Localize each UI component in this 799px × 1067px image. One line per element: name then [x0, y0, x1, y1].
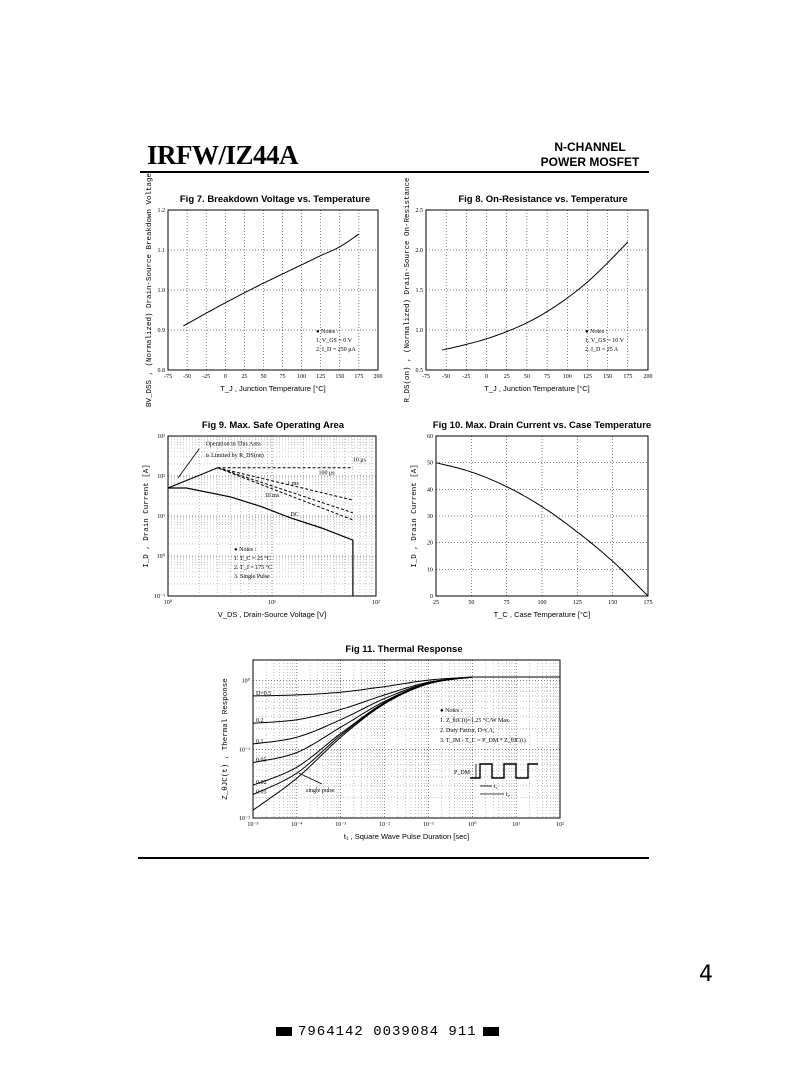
fig10-x-tick-label: 75 [503, 600, 510, 606]
fig7-y-tick-label: 1.1 [157, 248, 165, 254]
fig8-note-line: 1. V_GS = 10 V [585, 338, 625, 344]
fig7-y-axis-label: BV_DSS , (Normalized) Drain-Source Breakdown Voltage [146, 172, 154, 408]
fig11-x-tick-label: 10⁻¹ [422, 822, 434, 828]
fig8-x-tick-label: -25 [462, 374, 471, 380]
fig10-x-tick-label: 100 [537, 600, 547, 606]
fig11-curve-label: 0.2 [256, 718, 264, 725]
fig7-y-tick-label: 0.9 [157, 328, 165, 334]
fig9-y-tick-label: 10¹ [157, 514, 165, 520]
fig11-curve-label-single: single pulse [306, 788, 335, 794]
fig9-x-tick-label: 10¹ [268, 600, 276, 606]
fig7-x-tick-label: 100 [297, 374, 307, 380]
fig7-y-tick-label: 1.2 [157, 208, 165, 214]
fig8-x-axis-label: T_J , Junction Temperature [°C] [484, 384, 590, 393]
fig11-curve-label: 0.05 [256, 757, 267, 764]
fig7-y-tick-label: 1.0 [157, 288, 165, 294]
fig11-note-line: 2. Duty Factor, D=t₁/t₂ [440, 728, 495, 734]
fig11-x-tick-label: 10⁻² [379, 822, 391, 828]
fig9-x-tick-label: 10⁰ [163, 600, 173, 606]
fig11-note-line: ● Notes : [440, 708, 463, 714]
device-type-line2: POWER MOSFET [540, 155, 640, 169]
fig9-note-line: 3. Single Pulse [234, 574, 270, 580]
fig8-note-line: ● Notes : [585, 329, 608, 335]
fig9-x-axis-label: V_DS , Drain-Source Voltage [V] [217, 610, 327, 619]
fig11-y-tick-label: 10⁻¹ [239, 747, 250, 754]
fig10-y-tick-label: 10 [427, 567, 433, 574]
fig7-x-tick-label: 50 [260, 374, 267, 380]
fig11-t2-label: t₂ [506, 792, 510, 798]
fig11-x-axis-label: t₁ , Square Wave Pulse Duration [sec] [343, 832, 470, 841]
fig7-x-tick-label: -25 [202, 374, 211, 380]
fig8-x-tick-label: 25 [503, 374, 510, 380]
fig8-x-tick-label: 125 [582, 374, 592, 380]
fig9-label-100us: 100 μs [318, 470, 335, 477]
fig7-note-line: 2. I_D = 250 μA [316, 347, 356, 353]
fig11-chart [222, 644, 564, 841]
fig8-x-tick-label: -75 [422, 374, 430, 380]
fig8-x-tick-label: 50 [523, 374, 530, 380]
fig11-note-line: 3. T_JM - T_C = P_DM * Z_θJC(t) [440, 738, 526, 744]
fig11-x-tick-label: 10⁻⁵ [247, 822, 259, 828]
fig9-y-tick-label: 10³ [157, 434, 165, 440]
fig11-curve-label: 0.01 [256, 789, 267, 796]
fig9-label-dc: DC [290, 512, 299, 518]
fig10-y-tick-label: 60 [427, 434, 433, 440]
fig8-x-tick-label: 200 [643, 374, 653, 380]
fig9-label-10ms: 10 ms [264, 492, 280, 499]
fig11-y-axis-label: Z_θJC(t) , Thermal Response [222, 678, 230, 800]
fig8-x-tick-label: -50 [442, 374, 451, 380]
fig9-note-line: ● Notes : [234, 547, 257, 553]
fig10-x-tick-label: 25 [433, 600, 439, 606]
fig7-x-tick-label: 25 [241, 374, 248, 380]
fig11-curve-label: D=0.5 [256, 690, 272, 697]
fig7-x-tick-label: 150 [335, 374, 345, 380]
fig10-x-tick-label: 125 [572, 600, 582, 606]
fig8-y-tick-label: 0.5 [415, 368, 423, 374]
fig7-x-tick-label: 0 [223, 374, 227, 380]
fig10-y-tick-label: 20 [427, 540, 433, 547]
fig10-y-tick-label: 50 [427, 460, 433, 467]
fig11-y-tick-label: 10⁰ [241, 678, 250, 685]
fig10-chart [411, 420, 653, 619]
fig10-y-tick-label: 0 [430, 594, 433, 600]
fig8-y-tick-label: 2.5 [415, 208, 423, 214]
black-block-left [276, 1027, 292, 1036]
fig9-chart [143, 420, 380, 619]
part-number: IRFW/IZ44A [147, 140, 299, 170]
fig11-t1-label: t₁ [494, 784, 498, 790]
fig8-y-axis-label: R_DS(on) , (Normalized) Drain-Source On-Resistance [404, 177, 412, 403]
fig10-y-axis-label: I_D , Drain Current [A] [411, 464, 419, 568]
page-number: 4 [699, 962, 713, 987]
fig7-x-tick-label: 200 [373, 374, 383, 380]
fig11-note-line: 1. Z_θJC(t)=1.25 °C/W Max. [440, 718, 511, 724]
black-block-right [483, 1027, 499, 1036]
fig7-x-axis-label: T_J , Junction Temperature [°C] [220, 384, 326, 393]
fig9-y-axis-label: I_D , Drain Current [A] [143, 464, 151, 568]
fig9-note-line: 1. T_C = 25 °C [234, 556, 271, 562]
fig8-chart [404, 177, 653, 402]
fig9-x-tick-label: 10² [372, 600, 380, 606]
fig11-y-tick-label: 10⁻² [239, 816, 250, 822]
fig9-y-tick-label: 10⁰ [156, 554, 165, 560]
fig10-x-tick-label: 175 [643, 600, 653, 606]
fig9-note-line: 2. T_J = 175 °C [234, 565, 273, 571]
fig10-y-tick-label: 40 [427, 487, 433, 494]
fig7-x-tick-label: 125 [316, 374, 326, 380]
fig7-title: Fig 7. Breakdown Voltage vs. Temperature [179, 194, 371, 205]
fig10-x-axis-label: T_C , Case Temperature [°C] [493, 610, 591, 619]
fig7-note-line: ● Notes : [316, 329, 339, 335]
fig7-chart [146, 173, 383, 407]
fig9-annotation: Operation in This Area [205, 441, 261, 448]
fig11-pulse-waveform [470, 764, 538, 778]
fig8-x-tick-label: 150 [603, 374, 613, 380]
fig11-x-tick-label: 10⁻³ [335, 822, 347, 828]
fig10-title: Fig 10. Max. Drain Current vs. Case Temperature [432, 420, 652, 431]
fig8-x-tick-label: 75 [544, 374, 551, 380]
fig11-x-tick-label: 10⁻⁴ [291, 822, 303, 828]
fig11-x-tick-label: 10² [556, 822, 564, 828]
device-type-line1: N-CHANNEL [554, 140, 626, 154]
fig8-x-tick-label: 175 [623, 374, 633, 380]
fig8-title: Fig 8. On-Resistance vs. Temperature [458, 194, 628, 205]
fig8-y-tick-label: 1.0 [415, 328, 423, 334]
fig10-x-tick-label: 50 [468, 600, 475, 606]
fig11-curve-label: 0.02 [256, 780, 267, 787]
fig7-x-tick-label: -75 [164, 374, 172, 380]
fig8-y-tick-label: 1.5 [415, 288, 423, 294]
fig10-x-tick-label: 150 [608, 600, 618, 606]
fig7-x-tick-label: 75 [279, 374, 286, 380]
fig7-x-tick-label: -50 [183, 374, 192, 380]
fig9-y-tick-label: 10⁻¹ [154, 594, 165, 600]
fig10-y-tick-label: 30 [427, 514, 433, 520]
fig8-x-tick-label: 0 [485, 374, 489, 380]
fig8-y-tick-label: 2.0 [415, 248, 423, 254]
fig7-note-line: 1. V_GS = 0 V [316, 338, 353, 344]
fig11-x-tick-label: 10¹ [512, 822, 521, 828]
fig7-x-tick-label: 175 [354, 374, 364, 380]
fig9-label-1ms: 1 ms [287, 480, 299, 487]
fig11-x-tick-label: 10⁰ [468, 822, 477, 828]
fig9-label-10us: 10 μs [352, 457, 366, 464]
print-code-text: 7964142 0039084 911 [298, 1024, 477, 1040]
fig11-curve-label: 0.1 [256, 738, 264, 745]
fig8-note-line: 2. I_D = 25 A [585, 347, 619, 353]
fig8-x-tick-label: 100 [562, 374, 572, 380]
fig9-title: Fig 9. Max. Safe Operating Area [201, 420, 345, 431]
fig9-y-tick-label: 10² [157, 474, 165, 480]
fig7-y-tick-label: 0.8 [157, 368, 165, 374]
fig11-title: Fig 11. Thermal Response [345, 644, 463, 655]
print-code [270, 1024, 505, 1040]
fig11-pdm-label: P_DM [454, 770, 471, 776]
fig9-annotation: is Limited by R_DS(on) [205, 452, 264, 459]
